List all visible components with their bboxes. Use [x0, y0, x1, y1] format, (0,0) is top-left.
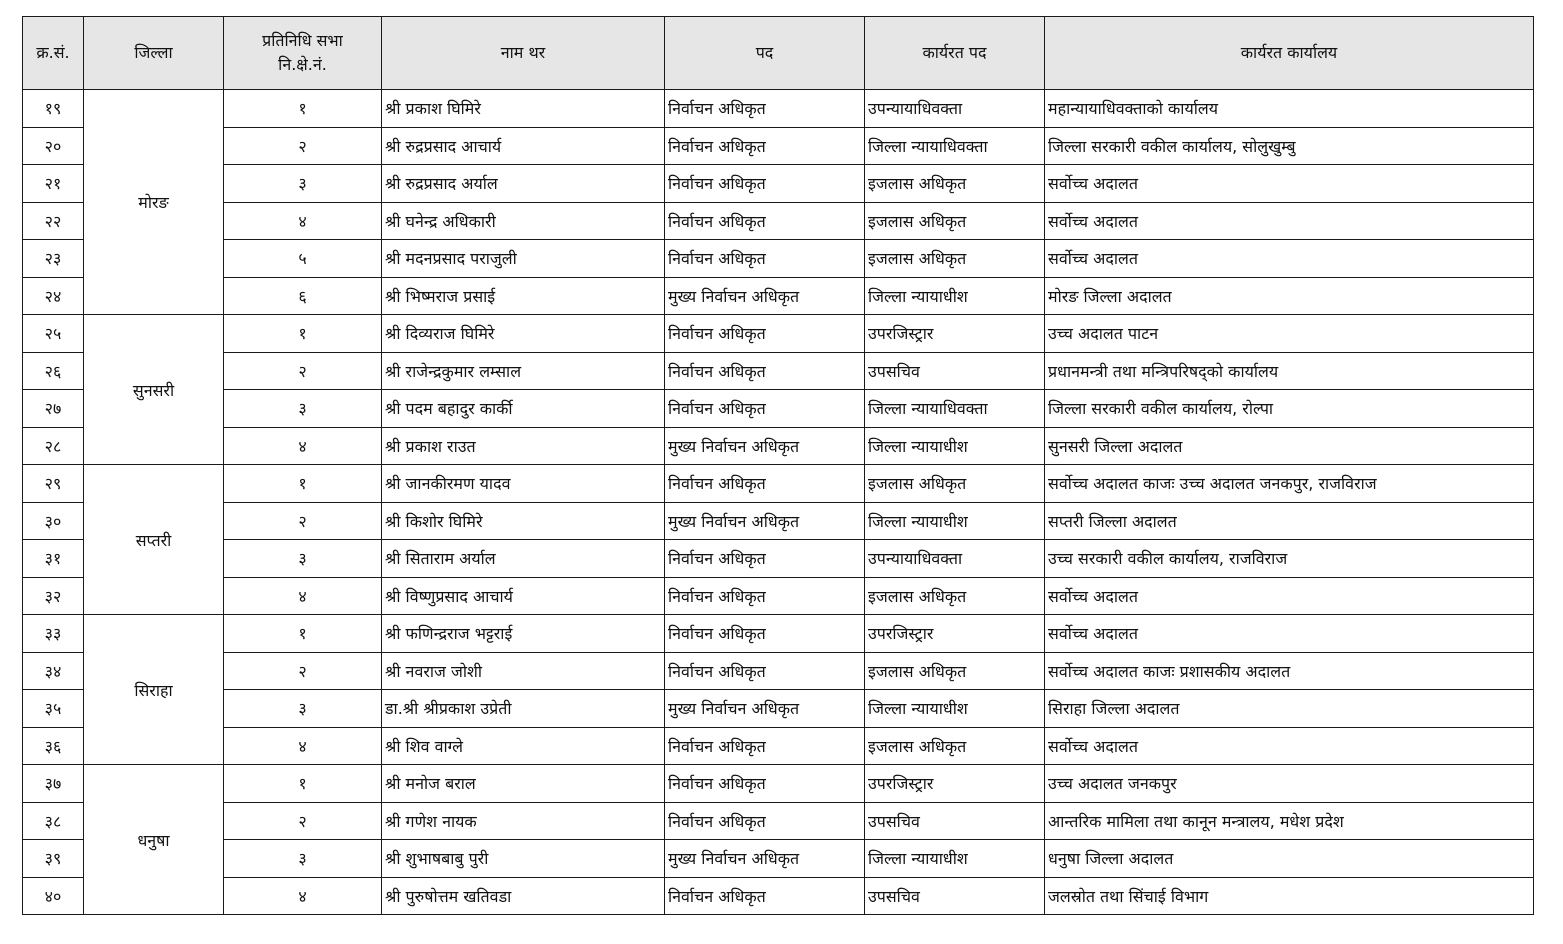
constituency-number-cell: ३: [224, 390, 382, 428]
post-cell: निर्वाचन अधिकृत: [665, 540, 865, 578]
working-post-cell: उपरजिस्ट्रार: [865, 315, 1045, 353]
serial-number-cell: ३१: [23, 540, 84, 578]
working-office-cell: प्रधानमन्त्री तथा मन्त्रिपरिषद्को कार्यालय: [1045, 352, 1534, 390]
table-row: [23, 202, 1534, 240]
serial-number-cell: २१: [23, 165, 84, 203]
working-post-cell: उपसचिव: [865, 352, 1045, 390]
header-district: जिल्ला: [84, 17, 224, 90]
serial-number-cell: ३५: [23, 690, 84, 728]
district-cell: धनुषा: [84, 765, 224, 915]
working-post-cell: जिल्ला न्यायाधीश: [865, 427, 1045, 465]
working-office-cell: सर्वोच्च अदालत: [1045, 615, 1534, 653]
serial-number-cell: २२: [23, 202, 84, 240]
table-row: [23, 90, 1534, 128]
serial-number-cell: ४०: [23, 877, 84, 915]
post-cell: निर्वाचन अधिकृत: [665, 202, 865, 240]
working-post-cell: इजलास अधिकृत: [865, 727, 1045, 765]
table-row: [23, 240, 1534, 278]
constituency-number-cell: ३: [224, 840, 382, 878]
serial-number-cell: २५: [23, 315, 84, 353]
name-cell: श्री राजेन्द्रकुमार लम्साल: [382, 352, 665, 390]
header-working-post: कार्यरत पद: [865, 17, 1045, 90]
serial-number-cell: ३२: [23, 577, 84, 615]
post-cell: निर्वाचन अधिकृत: [665, 577, 865, 615]
table-row: [23, 840, 1534, 878]
table-row: [23, 352, 1534, 390]
serial-number-cell: ३०: [23, 502, 84, 540]
officials-table: [22, 16, 1534, 915]
working-post-cell: इजलास अधिकृत: [865, 202, 1045, 240]
post-cell: निर्वाचन अधिकृत: [665, 727, 865, 765]
serial-number-cell: १९: [23, 90, 84, 128]
working-post-cell: जिल्ला न्यायाधीश: [865, 840, 1045, 878]
post-cell: मुख्य निर्वाचन अधिकृत: [665, 427, 865, 465]
working-post-cell: उपन्यायाधिवक्ता: [865, 540, 1045, 578]
name-cell: श्री विष्णुप्रसाद आचार्य: [382, 577, 665, 615]
post-cell: निर्वाचन अधिकृत: [665, 765, 865, 803]
working-post-cell: जिल्ला न्यायाधीश: [865, 502, 1045, 540]
working-office-cell: सर्वोच्च अदालत: [1045, 202, 1534, 240]
serial-number-cell: २३: [23, 240, 84, 278]
table-row: [23, 690, 1534, 728]
post-cell: निर्वाचन अधिकृत: [665, 802, 865, 840]
working-office-cell: सुनसरी जिल्ला अदालत: [1045, 427, 1534, 465]
name-cell: श्री प्रकाश राउत: [382, 427, 665, 465]
name-cell: श्री शिव वाग्ले: [382, 727, 665, 765]
working-post-cell: इजलास अधिकृत: [865, 652, 1045, 690]
name-cell: श्री मनोज बराल: [382, 765, 665, 803]
serial-number-cell: ३९: [23, 840, 84, 878]
table-row: [23, 615, 1534, 653]
constituency-number-cell: १: [224, 465, 382, 503]
table-row: [23, 502, 1534, 540]
post-cell: निर्वाचन अधिकृत: [665, 90, 865, 128]
constituency-number-cell: ४: [224, 577, 382, 615]
header-constituency-line1: प्रतिनिधि सभा: [262, 31, 343, 50]
post-cell: मुख्य निर्वाचन अधिकृत: [665, 502, 865, 540]
serial-number-cell: २६: [23, 352, 84, 390]
table-row: [23, 540, 1534, 578]
serial-number-cell: २०: [23, 127, 84, 165]
name-cell: श्री सिताराम अर्याल: [382, 540, 665, 578]
name-cell: श्री घनेन्द्र अधिकारी: [382, 202, 665, 240]
name-cell: डा.श्री श्रीप्रकाश उप्रेती: [382, 690, 665, 728]
serial-number-cell: ३८: [23, 802, 84, 840]
working-office-cell: सर्वोच्च अदालत: [1045, 577, 1534, 615]
table-body: [23, 90, 1534, 915]
header-post: पद: [665, 17, 865, 90]
name-cell: श्री दिव्यराज घिमिरे: [382, 315, 665, 353]
constituency-number-cell: २: [224, 652, 382, 690]
name-cell: श्री भिष्मराज प्रसाई: [382, 277, 665, 315]
working-office-cell: सिराहा जिल्ला अदालत: [1045, 690, 1534, 728]
serial-number-cell: २९: [23, 465, 84, 503]
constituency-number-cell: २: [224, 802, 382, 840]
constituency-number-cell: १: [224, 90, 382, 128]
working-post-cell: इजलास अधिकृत: [865, 240, 1045, 278]
post-cell: मुख्य निर्वाचन अधिकृत: [665, 840, 865, 878]
working-office-cell: उच्च अदालत जनकपुर: [1045, 765, 1534, 803]
working-post-cell: उपरजिस्ट्रार: [865, 615, 1045, 653]
working-office-cell: सर्वोच्च अदालत: [1045, 727, 1534, 765]
table-row: [23, 652, 1534, 690]
post-cell: निर्वाचन अधिकृत: [665, 465, 865, 503]
working-post-cell: जिल्ला न्यायाधिवक्ता: [865, 390, 1045, 428]
district-cell: सिराहा: [84, 615, 224, 765]
name-cell: श्री मदनप्रसाद पराजुली: [382, 240, 665, 278]
constituency-number-cell: ३: [224, 540, 382, 578]
constituency-number-cell: ३: [224, 690, 382, 728]
working-office-cell: महान्यायाधिवक्ताको कार्यालय: [1045, 90, 1534, 128]
constituency-number-cell: ६: [224, 277, 382, 315]
working-office-cell: सर्वोच्च अदालत काजः प्रशासकीय अदालत: [1045, 652, 1534, 690]
working-post-cell: जिल्ला न्यायाधीश: [865, 690, 1045, 728]
working-post-cell: इजलास अधिकृत: [865, 465, 1045, 503]
working-post-cell: उपन्यायाधिवक्ता: [865, 90, 1045, 128]
working-office-cell: धनुषा जिल्ला अदालत: [1045, 840, 1534, 878]
post-cell: निर्वाचन अधिकृत: [665, 615, 865, 653]
constituency-number-cell: २: [224, 502, 382, 540]
name-cell: श्री रुद्रप्रसाद अर्याल: [382, 165, 665, 203]
name-cell: श्री पदम बहादुर कार्की: [382, 390, 665, 428]
name-cell: श्री नवराज जोशी: [382, 652, 665, 690]
working-office-cell: उच्च अदालत पाटन: [1045, 315, 1534, 353]
working-office-cell: जिल्ला सरकारी वकील कार्यालय, रोल्पा: [1045, 390, 1534, 428]
constituency-number-cell: १: [224, 315, 382, 353]
district-cell: सप्तरी: [84, 465, 224, 615]
working-office-cell: सर्वोच्च अदालत: [1045, 240, 1534, 278]
post-cell: निर्वाचन अधिकृत: [665, 352, 865, 390]
working-post-cell: जिल्ला न्यायाधिवक्ता: [865, 127, 1045, 165]
serial-number-cell: ३६: [23, 727, 84, 765]
table-row: [23, 277, 1534, 315]
post-cell: निर्वाचन अधिकृत: [665, 652, 865, 690]
name-cell: श्री रुद्रप्रसाद आचार्य: [382, 127, 665, 165]
serial-number-cell: ३३: [23, 615, 84, 653]
working-post-cell: इजलास अधिकृत: [865, 165, 1045, 203]
working-post-cell: उपसचिव: [865, 877, 1045, 915]
header-constituency: [224, 17, 382, 90]
post-cell: निर्वाचन अधिकृत: [665, 240, 865, 278]
header-row: [23, 17, 1534, 90]
constituency-number-cell: २: [224, 352, 382, 390]
serial-number-cell: २४: [23, 277, 84, 315]
name-cell: श्री गणेश नायक: [382, 802, 665, 840]
name-cell: श्री शुभाषबाबु पुरी: [382, 840, 665, 878]
table-row: [23, 577, 1534, 615]
table-row: [23, 727, 1534, 765]
serial-number-cell: ३४: [23, 652, 84, 690]
constituency-number-cell: ४: [224, 427, 382, 465]
post-cell: मुख्य निर्वाचन अधिकृत: [665, 690, 865, 728]
working-office-cell: उच्च सरकारी वकील कार्यालय, राजविराज: [1045, 540, 1534, 578]
post-cell: निर्वाचन अधिकृत: [665, 165, 865, 203]
name-cell: श्री प्रकाश घिमिरे: [382, 90, 665, 128]
working-office-cell: सर्वोच्च अदालत काजः उच्च अदालत जनकपुर, राजविराज: [1045, 465, 1534, 503]
header-constituency-line2: नि.क्षे.नं.: [278, 55, 327, 74]
table-row: [23, 802, 1534, 840]
table-row: [23, 877, 1534, 915]
constituency-number-cell: ४: [224, 727, 382, 765]
name-cell: श्री किशोर घिमिरे: [382, 502, 665, 540]
table-row: [23, 315, 1534, 353]
serial-number-cell: २८: [23, 427, 84, 465]
header-serial-number: क्र.सं.: [23, 17, 84, 90]
working-post-cell: इजलास अधिकृत: [865, 577, 1045, 615]
table-row: [23, 465, 1534, 503]
post-cell: निर्वाचन अधिकृत: [665, 877, 865, 915]
working-office-cell: सर्वोच्च अदालत: [1045, 165, 1534, 203]
table-row: [23, 127, 1534, 165]
header-name: नाम थर: [382, 17, 665, 90]
table-row: [23, 165, 1534, 203]
post-cell: निर्वाचन अधिकृत: [665, 315, 865, 353]
working-office-cell: मोरङ जिल्ला अदालत: [1045, 277, 1534, 315]
working-office-cell: जलस्रोत तथा सिंचाई विभाग: [1045, 877, 1534, 915]
working-post-cell: जिल्ला न्यायाधीश: [865, 277, 1045, 315]
constituency-number-cell: ४: [224, 202, 382, 240]
district-cell: मोरङ: [84, 90, 224, 315]
constituency-number-cell: ३: [224, 165, 382, 203]
table-row: [23, 765, 1534, 803]
serial-number-cell: ३७: [23, 765, 84, 803]
table-row: [23, 427, 1534, 465]
serial-number-cell: २७: [23, 390, 84, 428]
post-cell: निर्वाचन अधिकृत: [665, 390, 865, 428]
name-cell: श्री पुरुषोत्तम खतिवडा: [382, 877, 665, 915]
table-row: [23, 390, 1534, 428]
constituency-number-cell: २: [224, 127, 382, 165]
constituency-number-cell: १: [224, 615, 382, 653]
working-office-cell: जिल्ला सरकारी वकील कार्यालय, सोलुखुम्बु: [1045, 127, 1534, 165]
constituency-number-cell: १: [224, 765, 382, 803]
constituency-number-cell: ५: [224, 240, 382, 278]
working-office-cell: आन्तरिक मामिला तथा कानून मन्त्रालय, मधेश प्रदेश: [1045, 802, 1534, 840]
post-cell: निर्वाचन अधिकृत: [665, 127, 865, 165]
working-post-cell: उपसचिव: [865, 802, 1045, 840]
post-cell: मुख्य निर्वाचन अधिकृत: [665, 277, 865, 315]
working-post-cell: उपरजिस्ट्रार: [865, 765, 1045, 803]
name-cell: श्री जानकीरमण यादव: [382, 465, 665, 503]
district-cell: सुनसरी: [84, 315, 224, 465]
constituency-number-cell: ४: [224, 877, 382, 915]
working-office-cell: सप्तरी जिल्ला अदालत: [1045, 502, 1534, 540]
header-working-office: कार्यरत कार्यालय: [1045, 17, 1534, 90]
name-cell: श्री फणिन्द्रराज भट्टराई: [382, 615, 665, 653]
